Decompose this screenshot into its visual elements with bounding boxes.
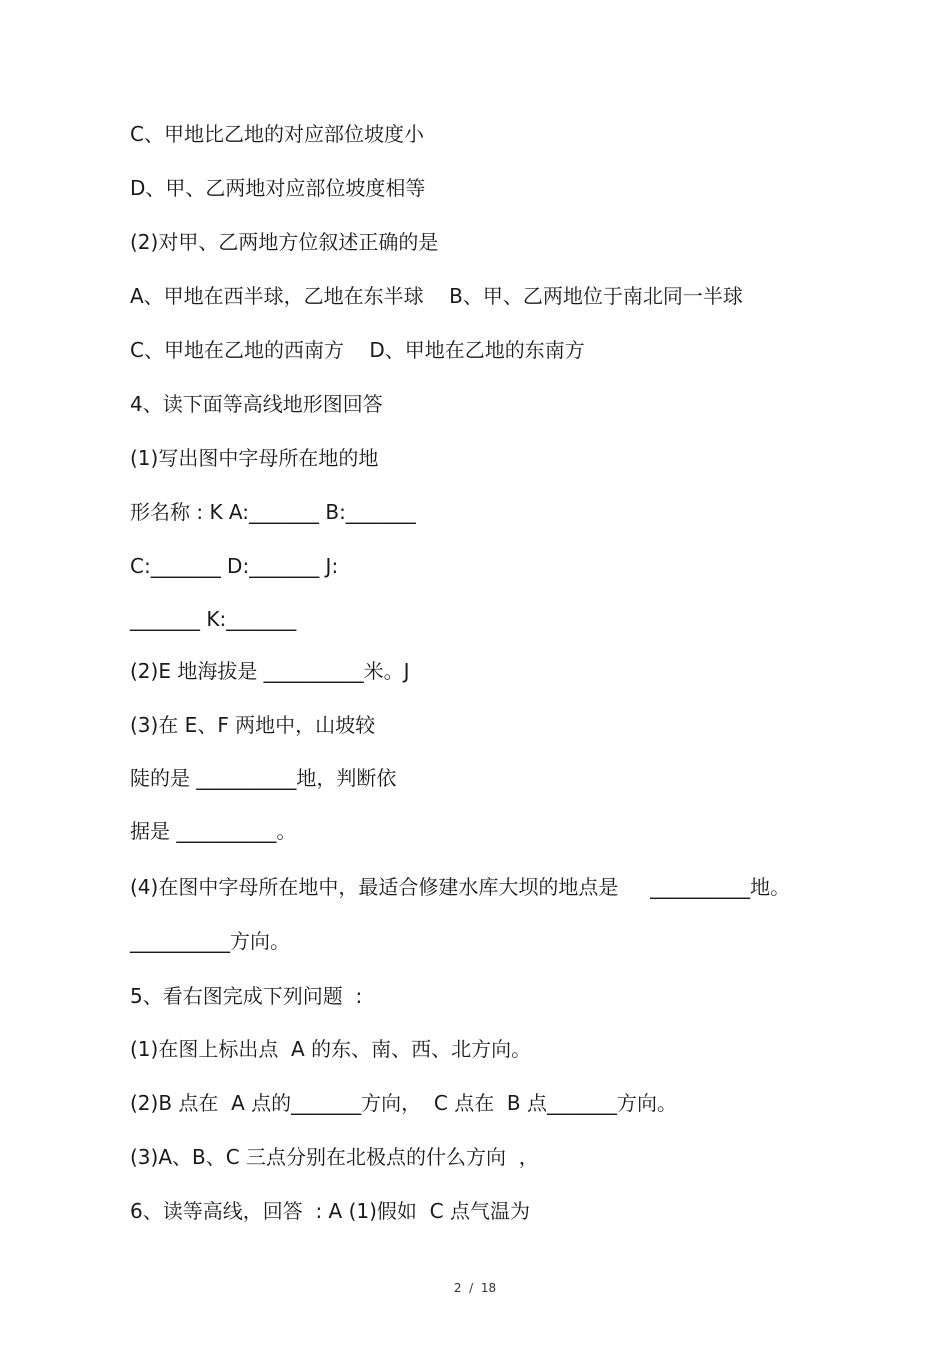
text-line: _______ K:_______ [130,607,297,631]
text-line: (4)在图中字母所在地中，最适合修建水库大坝的地点是 __________地。 [130,875,791,899]
text-line: 4、读下面等高线地形图回答 [130,392,383,416]
text-line: A、甲地在西半球，乙地在东半球 B、甲、乙两地位于南北同一半球 [130,284,743,308]
text-line: (1)在图上标出点 A 的东、南、西、北方向。 [130,1037,532,1061]
text-line: (3)A、B、C 三点分别在北极点的什么方向 ， [130,1145,539,1169]
text-line: (2)E 地海拔是 __________米。J [130,659,410,683]
text-line: __________方向。 [130,929,290,953]
text-line: (2)对甲、乙两地方位叙述正确的是 [130,230,439,254]
page-number: 2 / 18 [453,1281,497,1295]
text-line: C、甲地在乙地的西南方 D、甲地在乙地的东南方 [130,338,585,362]
text-line: D、甲、乙两地对应部位坡度相等 [130,176,426,200]
text-line: 形名称 : K A:_______ B:_______ [130,500,416,524]
text-line: 据是 __________。 [130,819,297,843]
text-line: (2)B 点在 A 点的_______方向， C 点在 B 点_______方向。 [130,1091,677,1115]
text-line: 6、读等高线，回答 : A (1)假如 C 点气温为 [130,1199,530,1223]
text-line: (3)在 E、F 两地中，山坡较 [130,713,376,737]
text-line: 5、看右图完成下列问题 : [130,984,363,1008]
text-line: (1)写出图中字母所在地的地 [130,446,379,470]
text-line: C:_______ D:_______ J: [130,554,339,578]
text-line: C、甲地比乙地的对应部位坡度小 [130,122,424,146]
text-line: 陡的是 __________地，判断依 [130,766,397,790]
